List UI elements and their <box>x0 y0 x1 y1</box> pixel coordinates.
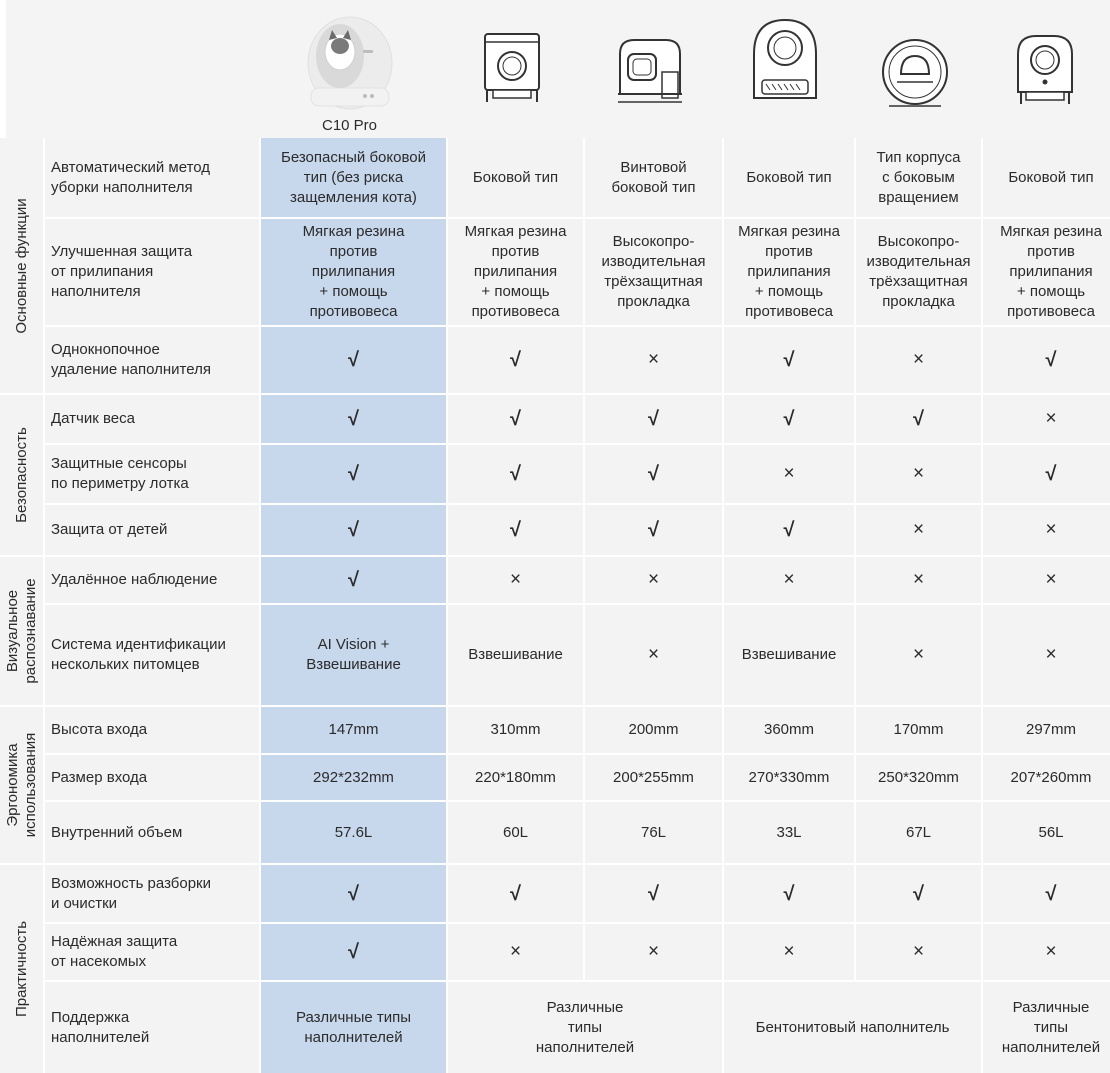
value-cell <box>724 982 981 1073</box>
feature-label: Защитные сенсоры по периметру лотка <box>45 445 259 503</box>
value-cell <box>856 605 981 705</box>
value-cell-highlighted <box>261 327 446 393</box>
value-text: 250*320mm <box>878 768 959 786</box>
feature-label: Возможность разборки и очистки <box>45 865 259 922</box>
value-cell-highlighted <box>261 802 446 863</box>
value-cell <box>724 865 854 922</box>
value-cell <box>724 802 854 863</box>
product-column-header-4 <box>720 0 850 138</box>
check-mark-icon: √ <box>510 519 521 541</box>
value-cell <box>856 707 981 753</box>
check-mark-icon: √ <box>348 569 359 591</box>
check-mark-icon: √ <box>1045 882 1057 905</box>
value-cell <box>448 755 583 800</box>
cross-mark-icon: × <box>1045 569 1057 590</box>
value-cell-highlighted <box>261 557 446 603</box>
check-mark-icon: √ <box>348 941 359 963</box>
value-cell <box>724 557 854 603</box>
cross-mark-icon: × <box>647 349 660 370</box>
value-cell <box>856 138 981 217</box>
value-cell <box>856 802 981 863</box>
value-text: Мягкая резина против прилипания + помощь противовеса <box>464 223 567 320</box>
value-text: Безопасный боковой тип (без риска защемления кота) <box>280 148 426 206</box>
value-cell <box>585 395 722 443</box>
value-cell-highlighted <box>261 505 446 555</box>
rounded-litter-box-sketch-icon <box>1012 30 1078 110</box>
category-visual-recognition <box>0 557 43 705</box>
value-cell <box>585 865 722 922</box>
check-mark-icon: √ <box>348 408 359 430</box>
value-cell <box>983 802 1110 863</box>
value-cell <box>448 605 583 705</box>
feature-label: Внутренний объем <box>45 802 259 863</box>
value-cell-highlighted <box>261 445 446 503</box>
value-cell <box>856 219 981 325</box>
value-cell-highlighted <box>261 982 446 1073</box>
check-mark-icon: √ <box>783 519 795 541</box>
boxy-litter-box-sketch-icon <box>612 32 688 108</box>
value-cell <box>983 327 1110 393</box>
value-cell <box>856 755 981 800</box>
square-litter-box-sketch-icon <box>479 28 545 108</box>
cross-mark-icon: × <box>783 463 795 484</box>
value-cell-highlighted <box>261 707 446 753</box>
value-cell <box>585 505 722 555</box>
value-cell <box>856 865 981 922</box>
cross-mark-icon: × <box>1045 519 1057 540</box>
value-text: Винтовой боковой тип <box>611 158 696 196</box>
value-cell <box>983 395 1110 443</box>
value-cell <box>448 982 722 1073</box>
check-mark-icon: √ <box>648 463 659 485</box>
category-label: Основные функции <box>12 197 30 334</box>
category-label: Эргономика использования <box>3 732 39 838</box>
value-cell <box>983 982 1110 1073</box>
value-cell <box>448 327 583 393</box>
cross-mark-icon: × <box>647 644 660 665</box>
category-safety <box>0 395 43 555</box>
value-cell <box>448 445 583 503</box>
value-cell <box>724 924 854 980</box>
value-cell <box>585 755 722 800</box>
value-text: 76L <box>640 823 667 841</box>
check-mark-icon: √ <box>1045 463 1057 485</box>
value-text: 310mm <box>490 721 541 738</box>
value-cell <box>983 924 1110 980</box>
value-text: 170mm <box>893 721 944 738</box>
value-text: Мягкая резина против прилипания + помощь противовеса <box>1000 223 1102 320</box>
round-litter-box-sketch-icon <box>877 36 953 112</box>
value-cell <box>585 327 722 393</box>
value-cell <box>856 924 981 980</box>
value-cell-highlighted <box>261 138 446 217</box>
value-cell <box>983 138 1110 217</box>
cross-mark-icon: × <box>647 569 660 590</box>
product-column-header-3 <box>581 0 718 138</box>
check-mark-icon: √ <box>913 408 924 430</box>
value-cell <box>724 505 854 555</box>
check-mark-icon: √ <box>348 519 359 541</box>
cross-mark-icon: × <box>509 569 522 590</box>
value-text: 270*330mm <box>748 768 830 786</box>
cross-mark-icon: × <box>1045 941 1057 962</box>
value-text: Боковой тип <box>1008 168 1094 186</box>
value-cell <box>724 327 854 393</box>
dome-litter-box-sketch-icon <box>748 14 822 106</box>
value-cell <box>724 755 854 800</box>
value-cell-highlighted <box>261 219 446 325</box>
value-text: Различные типы наполнителей <box>295 1008 412 1046</box>
value-cell <box>724 138 854 217</box>
value-text: 147mm <box>328 721 379 738</box>
value-text: 56L <box>1038 823 1064 841</box>
value-cell <box>983 755 1110 800</box>
value-text: Боковой тип <box>746 168 832 186</box>
value-cell <box>448 219 583 325</box>
value-text: 200mm <box>628 721 679 738</box>
cross-mark-icon: × <box>912 941 925 962</box>
feature-label: Датчик веса <box>45 395 259 443</box>
category-label: Практичность <box>12 920 30 1018</box>
value-text: Мягкая резина против прилипания + помощь противовеса <box>738 223 840 320</box>
value-text: 60L <box>502 823 529 841</box>
feature-label: Размер входа <box>45 755 259 800</box>
value-cell <box>724 707 854 753</box>
value-text: Различные типы наполнителей <box>535 998 635 1056</box>
cross-mark-icon: × <box>912 519 925 540</box>
cross-mark-icon: × <box>647 941 660 962</box>
feature-label: Автоматический метод уборки наполнителя <box>45 138 259 217</box>
value-cell <box>448 865 583 922</box>
value-cell <box>585 802 722 863</box>
value-text: 297mm <box>1025 721 1077 738</box>
value-cell <box>724 395 854 443</box>
value-text: 57.6L <box>334 823 373 841</box>
feature-label: Поддержка наполнителей <box>45 982 259 1073</box>
value-cell <box>585 219 722 325</box>
check-mark-icon: √ <box>348 463 359 485</box>
check-mark-icon: √ <box>783 882 795 905</box>
value-cell <box>585 138 722 217</box>
check-mark-icon: √ <box>913 882 924 905</box>
check-mark-icon: √ <box>783 349 795 371</box>
value-text: Высокопро- изводительная трёхзащитная прокладка <box>866 233 971 310</box>
value-cell-highlighted <box>261 865 446 922</box>
feature-label: Надёжная защита от насекомых <box>45 924 259 980</box>
check-mark-icon: √ <box>648 408 659 430</box>
value-text: Различные типы наполнителей <box>1001 998 1101 1056</box>
value-cell <box>856 557 981 603</box>
value-cell <box>585 445 722 503</box>
check-mark-icon: √ <box>648 519 659 541</box>
value-cell <box>585 707 722 753</box>
product-column-header-6 <box>979 0 1110 138</box>
cross-mark-icon: × <box>783 569 795 590</box>
cross-mark-icon: × <box>912 349 925 370</box>
value-text: Тип корпуса с боковым вращением <box>876 148 961 206</box>
check-mark-icon: √ <box>1045 349 1057 371</box>
cross-mark-icon: × <box>509 941 522 962</box>
value-cell <box>724 219 854 325</box>
value-cell-highlighted <box>261 755 446 800</box>
product-name-c10-pro: C10 Pro <box>321 117 378 134</box>
feature-label: Защита от детей <box>45 505 259 555</box>
value-text: Боковой тип <box>472 168 559 186</box>
value-cell-highlighted <box>261 605 446 705</box>
value-cell <box>448 395 583 443</box>
category-ergonomics <box>0 707 43 863</box>
value-cell <box>448 707 583 753</box>
value-cell <box>585 557 722 603</box>
value-text: 33L <box>776 823 802 841</box>
feature-label: Удалённое наблюдение <box>45 557 259 603</box>
value-text: 200*255mm <box>613 768 694 786</box>
value-cell <box>448 557 583 603</box>
value-text: Бентонитовый наполнитель <box>755 1018 950 1036</box>
value-cell <box>585 924 722 980</box>
feature-label: Однокнопочное удаление наполнителя <box>45 327 259 393</box>
value-cell <box>856 505 981 555</box>
value-cell <box>983 557 1110 603</box>
check-mark-icon: √ <box>510 349 521 371</box>
value-text: 292*232mm <box>313 768 394 786</box>
value-cell <box>983 605 1110 705</box>
check-mark-icon: √ <box>648 882 659 905</box>
category-label: Визуальное распознавание <box>3 578 39 684</box>
value-cell <box>448 802 583 863</box>
check-mark-icon: √ <box>348 882 359 905</box>
check-mark-icon: √ <box>510 408 521 430</box>
cross-mark-icon: × <box>912 644 925 665</box>
value-text: Взвешивание <box>468 646 563 663</box>
value-text: Высокопро- изводительная трёхзащитная прокладка <box>601 233 706 310</box>
cross-mark-icon: × <box>783 941 795 962</box>
comparison-grid <box>0 138 1110 1056</box>
c10-pro-litter-box-with-cat-image <box>295 6 405 116</box>
product-column-header-2 <box>444 0 579 138</box>
value-cell <box>448 924 583 980</box>
value-text: Взвешивание <box>741 646 837 663</box>
category-label: Безопасность <box>12 427 30 523</box>
value-cell <box>448 505 583 555</box>
feature-label: Улучшенная защита от прилипания наполнителя <box>45 219 259 325</box>
value-cell <box>983 865 1110 922</box>
category-main-functions <box>0 138 43 393</box>
value-cell-highlighted <box>261 924 446 980</box>
value-cell-highlighted <box>261 395 446 443</box>
value-cell <box>983 707 1110 753</box>
value-cell <box>724 445 854 503</box>
value-cell <box>856 445 981 503</box>
value-cell <box>724 605 854 705</box>
value-text: 207*260mm <box>1010 768 1092 786</box>
product-column-header-c10-pro <box>257 0 442 138</box>
value-cell <box>983 219 1110 325</box>
cross-mark-icon: × <box>912 569 925 590</box>
value-text: 67L <box>905 823 932 841</box>
cross-mark-icon: × <box>1045 408 1057 429</box>
value-cell <box>448 138 583 217</box>
value-cell <box>585 605 722 705</box>
value-cell <box>983 505 1110 555</box>
check-mark-icon: √ <box>510 882 521 905</box>
check-mark-icon: √ <box>510 463 521 485</box>
product-column-header-5 <box>852 0 977 138</box>
cross-mark-icon: × <box>912 463 925 484</box>
value-text: 220*180mm <box>475 768 556 786</box>
check-mark-icon: √ <box>783 408 795 430</box>
value-text: AI Vision + Взвешивание <box>306 636 401 673</box>
feature-label: Высота входа <box>45 707 259 753</box>
value-cell <box>856 327 981 393</box>
value-text: Мягкая резина против прилипания + помощь противовеса <box>302 223 405 320</box>
value-cell <box>983 445 1110 503</box>
value-cell <box>856 395 981 443</box>
value-text: 360mm <box>763 721 815 738</box>
feature-label: Система идентификации нескольких питомцев <box>45 605 259 705</box>
category-practicality <box>0 865 43 1073</box>
check-mark-icon: √ <box>348 349 359 371</box>
cross-mark-icon: × <box>1045 644 1057 665</box>
